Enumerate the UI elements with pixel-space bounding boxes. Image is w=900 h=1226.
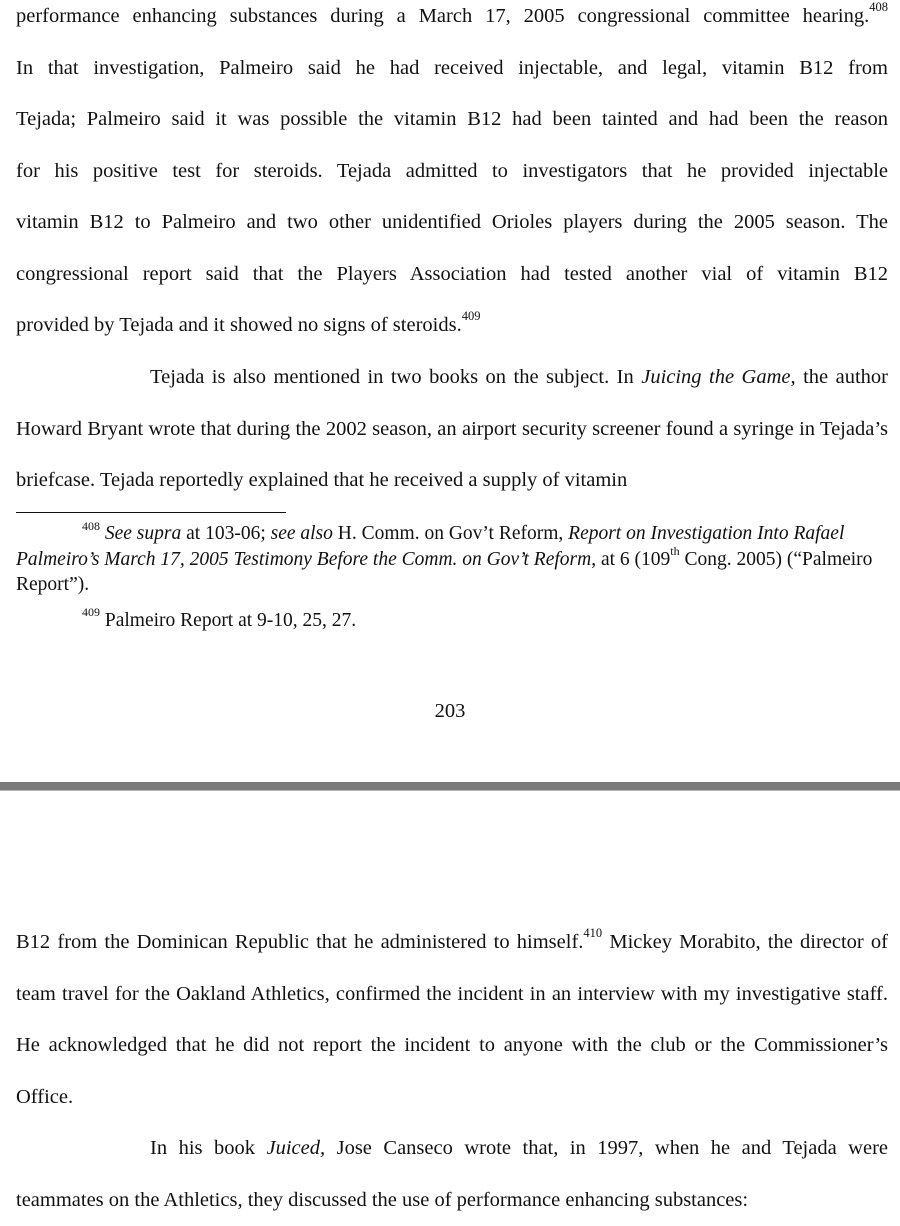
footnote-409: $^{409}$ Palmeiro Report at 9-10, 25, 27. bbox=[82, 605, 357, 631]
body-line: for his positive test for steroids. Tejada admitted to investigators that he provided injectable bbox=[16, 160, 888, 182]
paragraph-morabito: B12 from the Dominican Republic that he administered to himself.$^{410}$ Mickey Morabito, the director of team travel for the Oakland Athletics, confirmed the incident in an interview with my investigative staff. He acknowledged that he did not report the incident to anyone with the club or the Commissioner’s Office. bbox=[16, 926, 889, 1108]
footnote-separator bbox=[16, 512, 286, 513]
footnote-408: $^{408}$ See supra at 103-06; see also H. Comm. on Gov’t Reform, Report on Investigation Into Rafael Palmeiro’s March 17, 2005 Testimony Before the Comm. on Gov’t Reform, at 6 (109th Cong. 2005) (“Palmeiro Report”). bbox=[16, 518, 873, 595]
body-line: Tejada; Palmeiro said it was possible the vitamin B12 had been tainted and had been the reason bbox=[16, 108, 888, 130]
footnotes bbox=[16, 518, 888, 643]
page-number: 203 bbox=[434, 700, 466, 722]
page-separator bbox=[0, 782, 900, 791]
body-line: vitamin B12 to Palmeiro and two other unidentified Orioles players during the 2005 season. The bbox=[16, 211, 888, 233]
paragraph-books: Tejada is also mentioned in two books on the subject. In Juicing the Game, the author Howard Bryant wrote that during the 2002 season, an airport security screener found a syringe in Tejada’s briefcase. Tejada reportedly explained that he received a supply of vitamin bbox=[16, 366, 888, 491]
footnote-ref-410[interactable]: 410 bbox=[583, 926, 603, 941]
book-title-juicing-the-game: Juicing the Game, bbox=[641, 366, 796, 388]
report-title: Report on Investigation Into Rafael Palmeiro’s March 17, 2005 Testimony Before the Comm. on Gov’t Reform bbox=[16, 523, 845, 570]
body-line: performance enhancing substances during a March 17, 2005 congressional committee hearing.$^{408}$ bbox=[16, 0, 888, 27]
footnote-number: 408 bbox=[82, 518, 100, 533]
book-title-juiced: Juiced, bbox=[266, 1137, 326, 1159]
body-line: congressional report said that the Players Association had tested another vial of vitamin B12 bbox=[16, 263, 888, 285]
paragraph-juiced: In his book Juiced, Jose Canseco wrote that, in 1997, when he and Tejada were teammates on the Athletics, they discussed the use of performance enhancing substances: bbox=[16, 1137, 889, 1211]
footnote-number: 409 bbox=[82, 605, 100, 619]
body-line: provided by Tejada and it showed no signs of steroids.$^{409}$ bbox=[16, 309, 481, 336]
document-page-204 bbox=[0, 793, 900, 1223]
body-line: In that investigation, Palmeiro said he had received injectable, and legal, vitamin B12 from bbox=[16, 57, 888, 79]
footnote-ref-409[interactable]: 409 bbox=[461, 309, 481, 324]
footnote-ref-408[interactable]: 408 bbox=[869, 0, 888, 15]
